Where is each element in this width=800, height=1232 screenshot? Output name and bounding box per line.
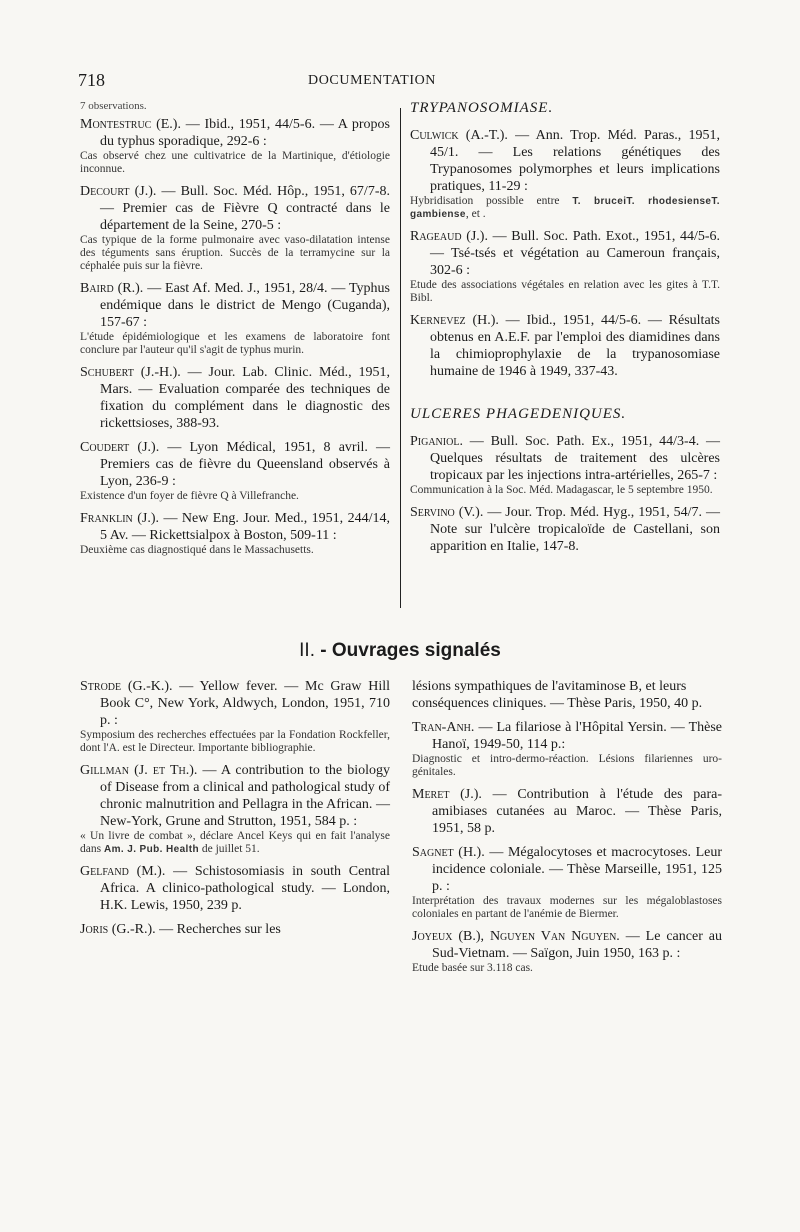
note-text: de juillet 51. (198, 843, 260, 855)
entry-reference (80, 762, 390, 830)
entry-author: Piganiol. (410, 434, 463, 449)
entry-reference (410, 312, 720, 380)
entry-author: Gelfand (M.). (80, 864, 166, 879)
bibliography-entry (80, 678, 390, 755)
entry-author: Kernevez (H.). (410, 313, 499, 328)
entry-reference (80, 510, 390, 544)
bibliography-entry (412, 844, 722, 921)
entry-reference (412, 928, 722, 962)
entry-author: Sagnet (H.). (412, 845, 485, 860)
entry-reference (80, 116, 390, 150)
entry-citation: — Bull. Soc. Méd. Hôp., 1951, 67/7-8. — Premier cas de Fièvre Q contracté dans le département de la Seine, 270-5 : (100, 184, 390, 233)
entry-note (80, 830, 390, 856)
entry-author: Joris (G.-R.). (80, 922, 156, 937)
entry-note: L'étude épidémiologique et les examens de laboratoire font conclure par l'auteur qu'il s'agit de typhus murin. (80, 331, 390, 356)
bibliography-entry (412, 786, 722, 837)
entry-author: Baird (R.). (80, 281, 144, 296)
part-heading (0, 640, 800, 662)
column-right-top (410, 100, 720, 562)
entry-citation: — Le cancer au Sud-Vietnam. — Saïgon, Juin 1950, 163 p. : (432, 929, 722, 961)
entry-reference (80, 863, 390, 914)
entry-citation: — Lyon Médical, 1951, 8 avril. — Premiers cas de fièvre du Queensland observés à Lyon, 236-9 : (100, 440, 390, 489)
bibliography-entry (410, 228, 720, 305)
entry-author: Franklin (J.). (80, 511, 159, 526)
bibliography-entry (410, 312, 720, 380)
entry-note (410, 195, 720, 221)
column-left-bottom (80, 678, 390, 945)
entry-citation: — Ibid., 1951, 44/5-6. — A propos du typhus sporadique, 292-6 : (100, 117, 390, 149)
entry-citation: — A contribution to the biology of Disease from a clinical and pathological study of chronic malnutrition and Pellagra in the African. — New-York, Grune and Strutton, 1951, 584 p. : (100, 763, 390, 829)
bibliography-entry (80, 762, 390, 856)
entry-reference (80, 280, 390, 331)
note-text: Hybridisation possible entre (410, 195, 573, 207)
note-text: , (465, 208, 472, 220)
entry-reference (412, 719, 722, 753)
entry-note: Cas observé chez une cultivatrice de la Martinique, d'étiologie inconnue. (80, 150, 390, 175)
entry-author: Servino (V.). (410, 505, 484, 520)
entry-note: Cas typique de la forme pulmonaire avec vaso-dilatation intense des téguments sans éruption. Succès de la terramycine sur la céphalée puis sur la fièvre. (80, 234, 390, 272)
entry-author: Coudert (J.). (80, 440, 160, 455)
bibliography-entry (410, 504, 720, 555)
entry-reference (410, 228, 720, 279)
page-number: 718 (78, 70, 105, 90)
entry-note: Deuxième cas diagnostiqué dans le Massachusetts. (80, 544, 314, 556)
note-bold-term: Am. J. Pub. Health (103, 844, 199, 855)
entry-citation: — New Eng. Jour. Med., 1951, 244/14, 5 Av. — Rickettsialpox à Boston, 509-11 : (100, 511, 390, 543)
entry-author: Schubert (J.-H.). (80, 365, 181, 380)
entry-citation: — Recherches sur les (159, 922, 281, 937)
entry-author: Meret (J.). (412, 787, 482, 802)
entry-reference (80, 439, 390, 490)
entry-citation: — Yellow fever. — Mc Graw Hill Book C°, New York, Aldwych, London, 1951, 710 p. : (100, 679, 391, 728)
running-title: DOCUMENTATION (308, 73, 437, 88)
entry-citation: — Jour. Trop. Méd. Hyg., 1951, 54/7. — Note sur l'ulcère tropicaloïde de Castellani, son apparition en Italie, 147-8. (430, 505, 721, 554)
entry-reference (410, 127, 720, 195)
continued-entry: lésions sympathiques de l'avitaminose B, et leurs conséquences cliniques. — Thèse Paris, 1950, 40 p. (412, 679, 703, 711)
bibliography-entry (410, 433, 720, 497)
entry-note: Diagnostic et intro-dermo-réaction. Lésions filariennes uro-génitales. (412, 753, 722, 778)
section-title-ulceres: ULCERES PHAGEDENIQUES. (410, 406, 627, 422)
entry-note: Etude basée sur 3.118 cas. (412, 962, 533, 974)
bibliography-entry (412, 719, 722, 779)
bibliography-entry (80, 116, 390, 176)
entry-reference (80, 678, 390, 729)
note-bold-term: T. gambiense (410, 196, 720, 220)
entry-citation: — Contribution à l'étude des para-amibiases cutanées au Maroc. — Thèse Paris, 1951, 58 p. (432, 787, 723, 836)
bibliography-entry (80, 364, 390, 432)
note-bold-term: T. brucei (572, 196, 627, 207)
entry-note: Symposium des recherches effectuées par la Fondation Rockfeller, dont l'A. est le Directeur. Importante bibliographie. (80, 729, 390, 754)
entry-reference (412, 844, 722, 895)
entry-citation: — Jour. Lab. Clinic. Méd., 1951, Mars. — Evaluation comparée des techniques de fixation du complément dans le diagnostic des rickettsioses, 388-93. (100, 365, 390, 431)
bibliography-entry (412, 928, 722, 975)
note-text: et (471, 208, 483, 220)
entry-citation: — Bull. Soc. Path. Exot., 1951, 44/5-6. — Tsé-tsés et végétation au Cameroun français, 302-6 : (430, 229, 721, 278)
column-right-bottom (412, 678, 722, 982)
entry-citation: — Mégalocytoses et macrocytoses. Leur incidence coloniale. — Thèse Marseille, 1951, 125 p. : (432, 845, 722, 894)
entry-author: Culwick (A.-T.). (410, 128, 508, 143)
entry-reference (80, 921, 390, 938)
entry-citation: — Bull. Soc. Path. Ex., 1951, 44/3-4. — Quelques résultats de traitement des ulcères tropicaux par les injections intra-artérielles, 265-7 : (430, 434, 720, 483)
note-text: « Un livre de combat », déclare Ancel Keys qui en fait l'analyse dans (80, 830, 390, 855)
entry-citation: — Schistosomiasis in south Central Africa. A clinico-pathological study. — London, H.K. Lewis, 1950, 239 p. (100, 864, 391, 913)
entry-note: Interprétation des travaux modernes sur les mégaloblastoses coloniales en partant de l'anémie de Biermer. (412, 895, 722, 920)
part-title: - Ouvrages signalés (320, 640, 501, 661)
bibliography-entry (80, 510, 390, 557)
column-left-top (80, 100, 390, 564)
entry-author: Decourt (J.). (80, 184, 157, 199)
entry-note: Existence d'un foyer de fièvre Q à Villefranche. (80, 490, 299, 502)
page-header (78, 70, 738, 94)
continued-note: 7 observations. (80, 100, 147, 112)
entry-author: Tran-Anh. (412, 720, 475, 735)
part-number: II. (299, 640, 315, 661)
bibliography-entry (80, 921, 390, 938)
bibliography-entry (80, 280, 390, 357)
entry-author: Rageaud (J.). (410, 229, 488, 244)
entry-citation: — East Af. Med. J., 1951, 28/4. — Typhus endémique dans le district de Mengo (Cuganda), 157-67 : (100, 281, 390, 330)
note-bold-term: T. rhodesiense (626, 196, 712, 207)
bibliography-entry (410, 127, 720, 221)
entry-author: Strode (G.-K.). (80, 679, 173, 694)
entry-author: Gillman (J. et Th.). (80, 763, 198, 778)
entry-author: Joyeux (B.), Nguyen Van Nguyen. (412, 929, 620, 944)
bibliography-entry (80, 183, 390, 273)
entry-note: Communication à la Soc. Méd. Madagascar, le 5 septembre 1950. (410, 484, 713, 496)
bibliography-entry (80, 439, 390, 503)
column-divider (400, 108, 401, 608)
entry-reference (410, 433, 720, 484)
entry-citation: — Ann. Trop. Méd. Paras., 1951, 45/1. — Les relations génétiques des Trypanosomes polymorphes et leurs implications pratiques, 11-29 : (430, 128, 721, 194)
entry-reference (410, 504, 720, 555)
entry-citation: — Ibid., 1951, 44/5-6. — Résultats obtenus en A.E.F. par l'emploi des diamidines dans la chimioprophylaxie de la trypanosomiase humaine de 1946 à 1949, 337-43. (430, 313, 720, 379)
entry-citation: — La filariose à l'Hôpital Yersin. — Thèse Hanoï, 1949-50, 114 p.: (432, 720, 723, 752)
entry-reference (80, 183, 390, 234)
entry-reference (80, 364, 390, 432)
entry-reference (412, 786, 722, 837)
note-text: . (482, 208, 486, 220)
bibliography-entry (80, 863, 390, 914)
section-title-trypanosomiase: TRYPANOSOMIASE. (410, 100, 554, 116)
entry-author: Montestruc (E.). (80, 117, 181, 132)
entry-note: Etude des associations végétales en relation avec les gites à T.T. Bibl. (410, 279, 720, 304)
